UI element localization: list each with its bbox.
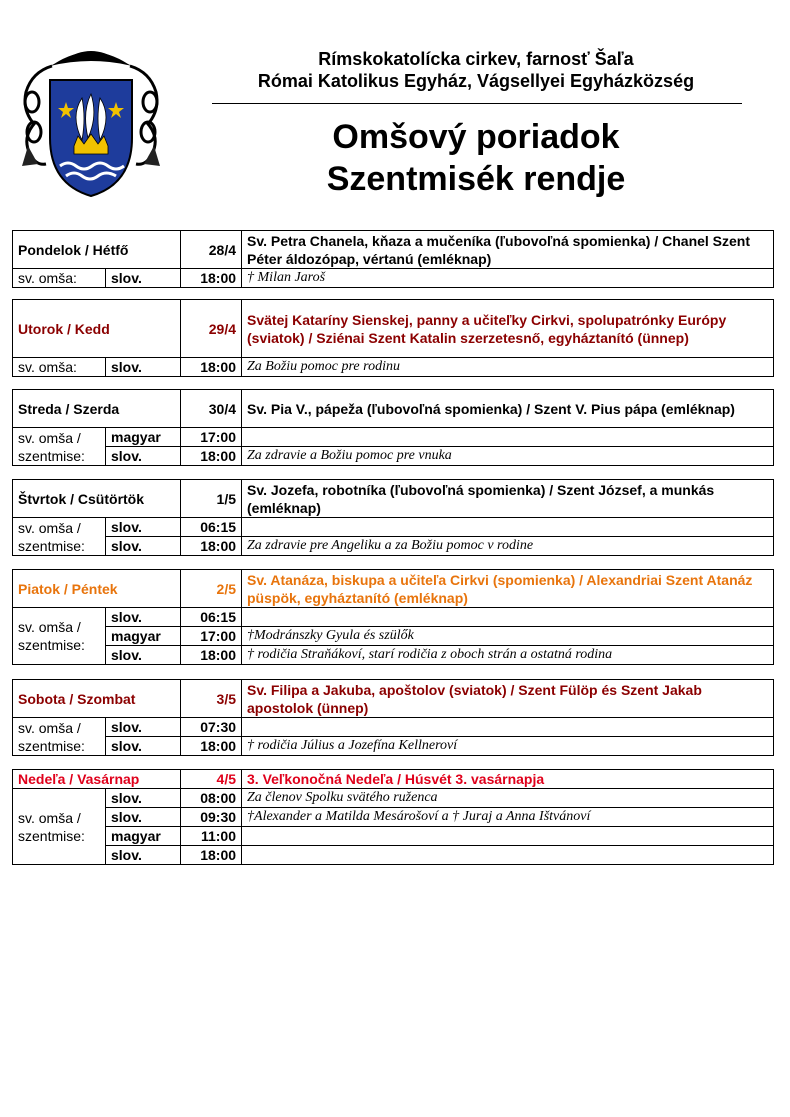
- day-block-saturday: [12, 679, 774, 756]
- mass-row: [13, 789, 774, 808]
- day-date: 4/5: [181, 770, 242, 789]
- mass-language: slov.: [106, 518, 181, 537]
- coat-of-arms-icon: [12, 42, 170, 200]
- mass-time: 18:00: [181, 447, 242, 466]
- mass-label: sv. omša / szentmise:: [13, 789, 106, 865]
- mass-intention: [242, 846, 774, 865]
- mass-row: [13, 537, 774, 556]
- mass-language: slov.: [106, 718, 181, 737]
- mass-language: slov.: [106, 447, 181, 466]
- feast-description: Sv. Jozefa, robotníka (ľubovoľná spomienka) / Szent József, a munkás (emléknap): [242, 480, 774, 518]
- day-date: 30/4: [181, 390, 242, 428]
- day-date: 29/4: [181, 300, 242, 358]
- mass-label: sv. omša / szentmise:: [13, 608, 106, 665]
- day-block-wednesday: [12, 389, 774, 466]
- mass-language: slov.: [106, 737, 181, 756]
- mass-language: slov.: [106, 808, 181, 827]
- mass-row: [13, 827, 774, 846]
- mass-language: slov.: [106, 537, 181, 556]
- mass-row: [13, 447, 774, 466]
- mass-label: sv. omša / szentmise:: [13, 428, 106, 466]
- mass-time: 17:00: [181, 627, 242, 646]
- day-name: Sobota / Szombat: [13, 680, 181, 718]
- mass-time: 18:00: [181, 846, 242, 865]
- mass-row: [13, 608, 774, 627]
- mass-language: slov.: [106, 358, 181, 377]
- mass-row: [13, 846, 774, 865]
- mass-time: 18:00: [181, 537, 242, 556]
- mass-intention: [242, 428, 774, 447]
- mass-language: magyar: [106, 827, 181, 846]
- mass-time: 08:00: [181, 789, 242, 808]
- day-block-tuesday: [12, 299, 774, 377]
- day-block-sunday: [12, 769, 774, 865]
- day-block-friday: [12, 569, 774, 665]
- mass-time: 17:00: [181, 428, 242, 447]
- mass-time: 18:00: [181, 737, 242, 756]
- day-name: Piatok / Péntek: [13, 570, 181, 608]
- mass-time: 18:00: [181, 269, 242, 288]
- day-name: Utorok / Kedd: [13, 300, 181, 358]
- mass-language: slov.: [106, 846, 181, 865]
- mass-row: [13, 718, 774, 737]
- mass-row: [13, 518, 774, 537]
- mass-label: sv. omša / szentmise:: [13, 518, 106, 556]
- mass-time: 09:30: [181, 808, 242, 827]
- mass-intention: [242, 718, 774, 737]
- mass-language: slov.: [106, 789, 181, 808]
- mass-language: slov.: [106, 646, 181, 665]
- day-date: 1/5: [181, 480, 242, 518]
- mass-intention: †Modránszky Gyula és szülők: [242, 627, 774, 646]
- mass-intention: †Alexander a Matilda Mesárošoví a † Juraj a Anna Ištvánoví: [242, 808, 774, 827]
- day-date: 3/5: [181, 680, 242, 718]
- feast-description: Sv. Petra Chanela, kňaza a mučeníka (ľubovoľná spomienka) / Chanel Szent Péter áldozópap, vértanú (emléknap): [242, 231, 774, 269]
- mass-intention: Za zdravie a Božiu pomoc pre vnuka: [242, 447, 774, 466]
- mass-time: 06:15: [181, 608, 242, 627]
- feast-description: Svätej Kataríny Sienskej, panny a učiteľky Cirkvi, spolupatrónky Európy (sviatok) / Sziénai Szent Katalin szerzetesnő, egyháztanító (ünnep): [242, 300, 774, 358]
- day-name: Štvrtok / Csütörtök: [13, 480, 181, 518]
- parish-name-slovak: Rímskokatolícka cirkev, farnosť Šaľa: [318, 49, 634, 69]
- mass-language: slov.: [106, 269, 181, 288]
- mass-row: [13, 269, 774, 288]
- mass-row: [13, 737, 774, 756]
- mass-row: [13, 358, 774, 377]
- day-name: Pondelok / Hétfő: [13, 231, 181, 269]
- mass-intention: † rodičia Straňákoví, starí rodičia z oboch strán a ostatná rodina: [242, 646, 774, 665]
- day-name: Nedeľa / Vasárnap: [13, 770, 181, 789]
- day-block-monday: [12, 230, 774, 288]
- mass-language: magyar: [106, 428, 181, 447]
- mass-time: 11:00: [181, 827, 242, 846]
- mass-language: magyar: [106, 627, 181, 646]
- mass-time: 18:00: [181, 646, 242, 665]
- mass-row: [13, 808, 774, 827]
- mass-time: 18:00: [181, 358, 242, 377]
- header-divider: [212, 103, 742, 104]
- feast-description: Sv. Pia V., pápeža (ľubovoľná spomienka) / Szent V. Pius pápa (emléknap): [242, 390, 774, 428]
- mass-intention: Za členov Spolku svätého ruženca: [242, 789, 774, 808]
- day-name: Streda / Szerda: [13, 390, 181, 428]
- day-block-thursday: [12, 479, 774, 556]
- title-slovak: Omšový poriadok: [332, 118, 620, 156]
- feast-description: Sv. Filipa a Jakuba, apoštolov (sviatok) / Szent Fülöp és Szent Jakab apostolok (ünnep): [242, 680, 774, 718]
- mass-intention: Za Božiu pomoc pre rodinu: [242, 358, 774, 377]
- day-date: 28/4: [181, 231, 242, 269]
- page-title: [212, 116, 740, 200]
- mass-label: sv. omša:: [13, 358, 106, 377]
- mass-intention: [242, 827, 774, 846]
- mass-row: [13, 646, 774, 665]
- mass-intention: [242, 608, 774, 627]
- parish-name-hungarian: Római Katolikus Egyház, Vágsellyei Egyházközség: [257, 71, 695, 91]
- mass-row: [13, 627, 774, 646]
- mass-intention: Za zdravie pre Angeliku a za Božiu pomoc v rodine: [242, 537, 774, 556]
- feast-description: Sv. Atanáza, biskupa a učiteľa Cirkvi (spomienka) / Alexandriai Szent Atanáz püspök, egyháztanító (emléknap): [242, 570, 774, 608]
- parish-header: [212, 48, 740, 92]
- mass-intention: [242, 518, 774, 537]
- mass-time: 07:30: [181, 718, 242, 737]
- title-hungarian: Szentmisék rendje: [326, 160, 626, 198]
- mass-label: sv. omša:: [13, 269, 106, 288]
- mass-intention: † Milan Jaroš: [242, 269, 774, 288]
- mass-row: [13, 428, 774, 447]
- mass-language: slov.: [106, 608, 181, 627]
- mass-intention: † rodičia Július a Jozefína Kellneroví: [242, 737, 774, 756]
- mass-label: sv. omša / szentmise:: [13, 718, 106, 756]
- feast-description: 3. Veľkonočná Nedeľa / Húsvét 3. vasárnapja: [242, 770, 774, 789]
- day-date: 2/5: [181, 570, 242, 608]
- mass-time: 06:15: [181, 518, 242, 537]
